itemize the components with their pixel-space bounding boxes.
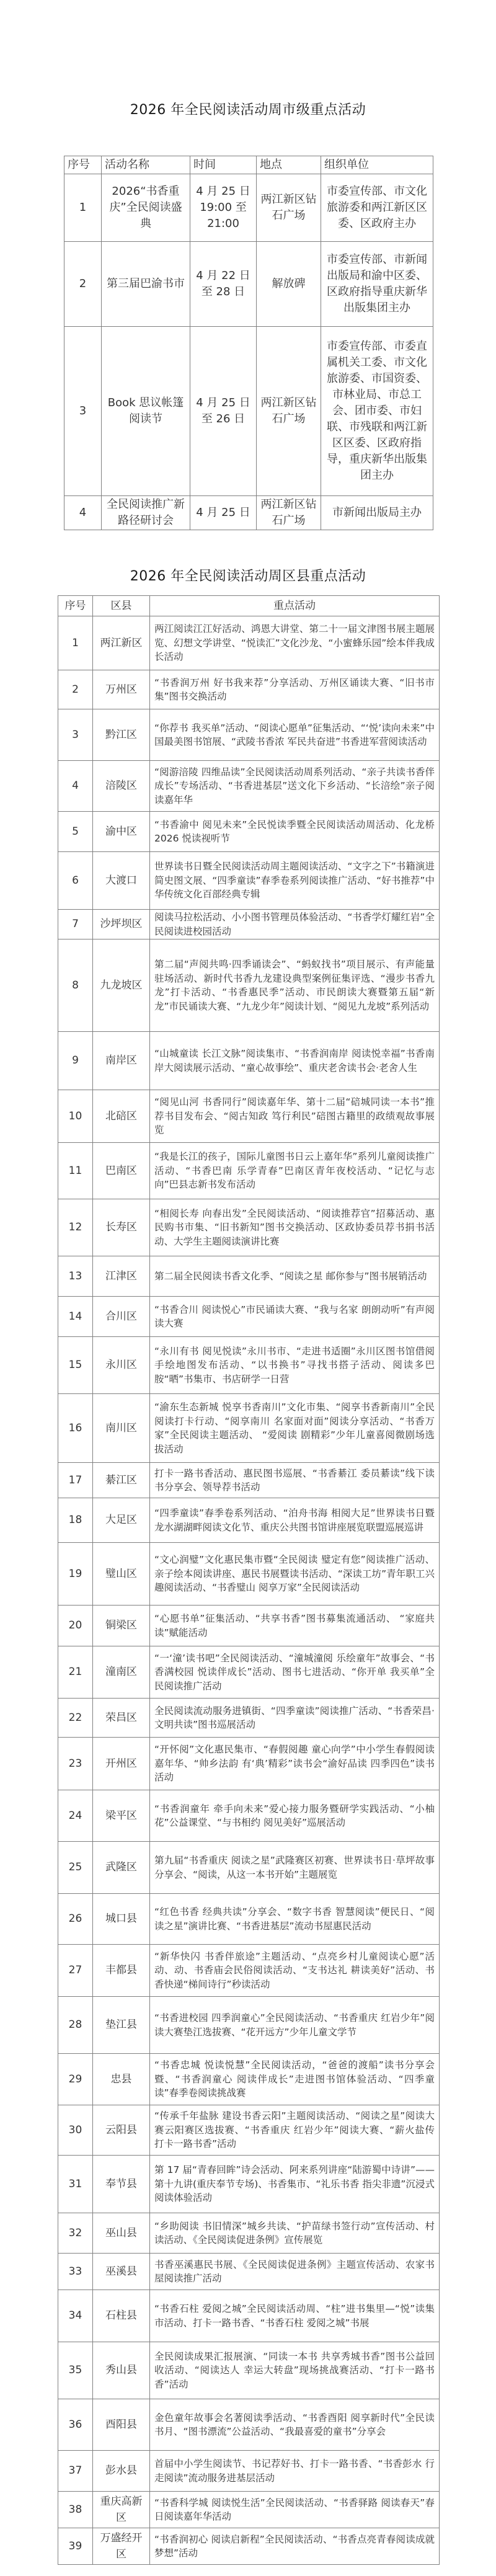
cell-no: 31 (58, 2156, 93, 2213)
cell-district: 沙坪坝区 (93, 910, 150, 939)
cell-no: 4 (64, 496, 102, 530)
city-table-title: 2026 年全民阅读活动周市级重点活动 (130, 102, 366, 118)
cell-no: 37 (58, 2451, 93, 2492)
cell-activities: 两江阅读江江好活动、鸿恩大讲堂、第二十一届文津图书展主题展览、幻想文学讲堂、“悦读汇”文化沙龙、“小蜜蜂乐园”绘本伴我成长活动 (150, 616, 440, 670)
cell-district: 垫江县 (93, 1997, 150, 2054)
cell-activities: “心愿书单”征集活动、“共享书香”图书募集流通活动、 “家庭共读”赋能活动 (150, 1606, 440, 1646)
cell-activities: “开怀阅”文化惠民集市、“春假阅趣 童心向学”中小学生春假阅读嘉年华、“帅乡法韵 有‘典’精彩”读书会“渝好品读 四季四色”读书活动 (150, 1738, 440, 1790)
cell-no: 1 (64, 174, 102, 242)
cell-no: 10 (58, 1090, 93, 1143)
cell-district: 渝中区 (93, 812, 150, 852)
cell-district: 巫山县 (93, 2213, 150, 2254)
cell-no: 29 (58, 2054, 93, 2105)
header-org: 组织单位 (321, 156, 433, 174)
cell-district: 合川区 (93, 1297, 150, 1337)
cell-district: 长寿区 (93, 1199, 150, 1256)
cell-activities: “文心润璧”文化惠民集市暨“全民阅读 璧定有您”阅读推广活动、亲子绘本阅读讲座、惠民书展暨读书活动、“深读工坊”青年职工兴趣阅读活动、“书香璧山 阅享万家”全民阅读活动 (150, 1543, 440, 1606)
cell-no: 2 (64, 242, 102, 327)
table-row (58, 1498, 440, 1543)
cell-district: 酉阳县 (93, 2399, 150, 2451)
cell-activities: “我是长江的孩子，国际儿童图书日云上嘉年华”系列儿童阅读推广活动、“书香巴南 乐学青春”巴南区青年夜校活动、“记忆与志向”巴县志新书发布活动 (150, 1143, 440, 1199)
table-row (64, 242, 433, 327)
cell-activities: 书香巫溪惠民书展、《全民阅读促进条例》主题宣传活动、农家书屋阅读推广活动 (150, 2254, 440, 2290)
cell-district: 奉节县 (93, 2156, 150, 2213)
cell-activities: “书香润初心 阅读启新程”全民阅读活动、“书香点亮青春阅读成就梦想”活动 (150, 2528, 440, 2565)
table-row (58, 1646, 440, 1699)
cell-activities: “阅见山河 书香同行”阅读嘉年华、第十二届“碚城同读一本书”推荐书目发布会、“阅古知政 笃行利民”碚图古籍里的政绩观故事展览 (150, 1090, 440, 1143)
table-row (58, 2254, 440, 2290)
cell-activities: 世界读书日暨全民阅读活动周主题阅读活动、“文字之下”书籍演进简史图文展、“四季童读”春季卷系列阅读推广活动、“好书推荐”中华传统文化百部经典专辑 (150, 852, 440, 910)
cell-no: 16 (58, 1394, 93, 1463)
table-row (58, 1297, 440, 1337)
table-row (58, 1337, 440, 1394)
table-row (58, 1543, 440, 1606)
cell-no: 35 (58, 2342, 93, 2399)
cell-activities: “阅游涪陵 四维品读”全民阅读活动周系列活动、“亲子共读书香伴成长”专场活动、“书香进基层”送文化下乡活动、“长涪绘”亲子阅读嘉年华 (150, 761, 440, 812)
cell-district: 铜梁区 (93, 1606, 150, 1646)
cell-no: 25 (58, 1842, 93, 1894)
cell-district: 万盛经开区 (93, 2528, 150, 2565)
cell-no: 3 (58, 709, 93, 761)
cell-time: 4 月 25 日 19:00 至 21:00 (190, 174, 257, 242)
table-header-row (58, 596, 440, 616)
cell-activity-name: 第三届巴渝书市 (102, 242, 190, 327)
cell-activities: 第九届“书香重庆 阅读之星”武隆赛区初赛、世界读书日·草坪故事分享会、“阅读，从这一本书开始”主题展览 (150, 1842, 440, 1894)
cell-no: 39 (58, 2528, 93, 2565)
cell-no: 15 (58, 1337, 93, 1394)
cell-no: 17 (58, 1463, 93, 1498)
cell-no: 21 (58, 1646, 93, 1699)
table-row (58, 1463, 440, 1498)
table-row (58, 616, 440, 670)
cell-district: 城口县 (93, 1894, 150, 1945)
table-row (58, 2492, 440, 2528)
cell-no: 32 (58, 2213, 93, 2254)
cell-activities: “书香科学城 阅读悦生活”全民阅读活动、“书香驿路 阅读春天”春日阅读嘉年华活动 (150, 2492, 440, 2528)
cell-no: 2 (58, 670, 93, 709)
table-row (58, 2451, 440, 2492)
cell-no: 23 (58, 1738, 93, 1790)
cell-no: 36 (58, 2399, 93, 2451)
cell-activities: “四季童读”春季卷系列活动、“泊舟书海 相阅大足”世界读书日暨龙水湖湖畔阅读文化节、重庆公共图书馆讲座展览联盟巡展巡讲 (150, 1498, 440, 1543)
table-row (58, 2528, 440, 2565)
table-row (58, 1842, 440, 1894)
cell-activities: 第二届全民阅读书香文化季、“阅读之星 邮你参与”图书展销活动 (150, 1256, 440, 1297)
cell-time: 4 月 22 日至 28 日 (190, 242, 257, 327)
cell-district: 江津区 (93, 1256, 150, 1297)
cell-district: 丰都县 (93, 1945, 150, 1997)
cell-organizer: 市委宣传部、市新闻出版局和渝中区委、区政府指导重庆新华出版集团主办 (321, 242, 433, 327)
table-row (64, 327, 433, 496)
cell-no: 34 (58, 2290, 93, 2342)
table-row (58, 1997, 440, 2054)
cell-activities: “传承千年盐脉 建设书香云阳”主题阅读活动、“阅读之星”阅读大赛云阳赛区选拔赛、“书香重庆 红岩少年”阅读大赛、“薪火盐传 打卡一路书香”活动 (150, 2105, 440, 2156)
cell-no: 14 (58, 1297, 93, 1337)
cell-no: 12 (58, 1199, 93, 1256)
cell-no: 22 (58, 1699, 93, 1738)
cell-organizer: 市新闻出版局主办 (321, 496, 433, 530)
cell-organizer: 市委宣传部、市委直属机关工委、市文化旅游委、市国资委、市林业局、市总工会、团市委、市妇联、市残联和两江新区区委、区政府指导，重庆新华出版集团主办 (321, 327, 433, 496)
table-row (58, 1143, 440, 1199)
cell-activity-name: 2026“书香重庆”全民阅读盛典 (102, 174, 190, 242)
table-row (58, 1738, 440, 1790)
cell-activities: “书香润万州 好书我来荐”分享活动、万州区诵读大赛、“旧书市集”图书交换活动 (150, 670, 440, 709)
cell-no: 20 (58, 1606, 93, 1646)
cell-district: 万州区 (93, 670, 150, 709)
table-row (58, 1699, 440, 1738)
cell-activities: “相阅长寿 向春出发”全民阅读活动、“阅读推荐官”招募活动、惠民购书市集、“旧书新知”图书交换活动、区政协委员荐书捐书活动、大学生主题阅读演讲比赛 (150, 1199, 440, 1256)
district-table-title: 2026 年全民阅读活动周区县重点活动 (130, 569, 366, 584)
cell-no: 5 (58, 812, 93, 852)
header-time: 时间 (190, 156, 257, 174)
cell-no: 4 (58, 761, 93, 812)
cell-district: 潼南区 (93, 1646, 150, 1699)
table-row (58, 2213, 440, 2254)
cell-no: 30 (58, 2105, 93, 2156)
table-row (58, 910, 440, 939)
header-place: 地点 (257, 156, 321, 174)
cell-activities: “一‘潼’读书吧”全民阅读活动、“潼城潼阅 乐绘童年”故事会、“书香满校园 悦读伴成长”活动、图书七进活动、“你开单 我买单”全民阅读推广活动 (150, 1646, 440, 1699)
table-row (64, 174, 433, 242)
table-row (58, 761, 440, 812)
cell-no: 9 (58, 1032, 93, 1090)
cell-district: 彭水县 (93, 2451, 150, 2492)
cell-activities: “书香石柱 爱阅之城”全民阅读活动周、“柱”进书集里—“悦”读集市活动、打卡一路书香、“书香石柱 爱阅之城”书展 (150, 2290, 440, 2342)
cell-activities: “新华快闪 书香伴旅途”主题活动、“点亮乡村儿童阅读心愿”活动、动、书香庙会民俗阅读活动、“支书达礼 耕读美好”活动、书香快递“梯间诗行”秒读活动 (150, 1945, 440, 1997)
header-name: 活动名称 (102, 156, 190, 174)
cell-activities: 金色童年故事会名著阅读季活动、“书香酉阳 阅享新时代”全民读书月、“图书漂流”公益活动、“我最喜爱的童书”分享会 (150, 2399, 440, 2451)
table-row (58, 2156, 440, 2213)
table-row (58, 2399, 440, 2451)
cell-district: 永川区 (93, 1337, 150, 1394)
header-no: 序号 (58, 596, 93, 616)
table-row (58, 2054, 440, 2105)
table-row (58, 1394, 440, 1463)
header-activities: 重点活动 (150, 596, 440, 616)
cell-no: 3 (64, 327, 102, 496)
cell-no: 7 (58, 910, 93, 939)
cell-district: 巫溪县 (93, 2254, 150, 2290)
cell-district: 梁平区 (93, 1790, 150, 1842)
cell-no: 26 (58, 1894, 93, 1945)
cell-district: 南川区 (93, 1394, 150, 1463)
cell-district: 开州区 (93, 1738, 150, 1790)
cell-activities: 首届中小学生阅读节、书记荐好书、打卡一路书香、“书香彭水 行走阅读”流动服务进基层活动 (150, 2451, 440, 2492)
table-row (58, 1606, 440, 1646)
cell-district: 黔江区 (93, 709, 150, 761)
cell-activities: 第二届“声阅共鸣·四季诵读会”、“蚂蚁找书”项目展示、有声能量驻场活动、新时代书香九龙建设典型案例征集评选、“漫步书香九龙”打卡活动、“书香惠民季”活动、市民朗读大赛暨第五届“新龙”市民诵读大赛、“九龙少年”阅读计划、“阅见九龙坡”系列活动 (150, 939, 440, 1032)
cell-activities: “书香忠城 悦读悦慧”全民阅读活动，“爸爸的渡船”读书分享会暨、“书香润童心 阅读伴成长”走进图书馆体验活动、“四季童读”春季卷阅读挑战赛 (150, 2054, 440, 2105)
table-row (58, 2342, 440, 2399)
cell-time: 4 月 25 日至 26 日 (190, 327, 257, 496)
cell-district: 石柱县 (93, 2290, 150, 2342)
cell-district: 大足区 (93, 1498, 150, 1543)
table-row (58, 709, 440, 761)
cell-no: 8 (58, 939, 93, 1032)
cell-district: 北碚区 (93, 1090, 150, 1143)
cell-district: 南岸区 (93, 1032, 150, 1090)
cell-no: 18 (58, 1498, 93, 1543)
cell-activities: “书香合川 阅读悦心”市民诵读大赛、“我与名家 朗朗动听”有声阅读大赛 (150, 1297, 440, 1337)
cell-district: 忠县 (93, 2054, 150, 2105)
cell-activities: 全民阅读成果汇报展演、“同读一本书 共享秀城书香”图书公益回收活动、“阅读达人 幸运大转盘”现场挑战赛活动、“打卡一路书香”活动 (150, 2342, 440, 2399)
cell-district: 秀山县 (93, 2342, 150, 2399)
cell-place: 两江新区钻石广场 (257, 496, 321, 530)
table-row (64, 496, 433, 530)
cell-no: 6 (58, 852, 93, 910)
cell-activities: 阅读马拉松活动、小小图书管理员体验活动、“书香学灯耀红岩”全民阅读进校园活动 (150, 910, 440, 939)
table-row (58, 939, 440, 1032)
cell-activities: “乡助阅读 书旧情深”城乡共读、“护苗绿书签行动”宣传活动、村读活动、《全民阅读促进条例》宣传展览 (150, 2213, 440, 2254)
table-row (58, 670, 440, 709)
cell-activities: 第 17 届“青春回眸”诗会活动、阿来系列讲座“陆游蜀中诗讲”——第十九讲(重庆奉节专场)、书香集市、“礼乐书香 指尖非遗”沉浸式阅读体验活动 (150, 2156, 440, 2213)
table-row (58, 852, 440, 910)
cell-activities: “书香渝中 阅见未来”全民悦读季暨全民阅读活动周活动、化龙桥 2026 悦读视听节 (150, 812, 440, 852)
cell-activities: “书香润童年 牵手向未来”爱心接力服务暨研学实践活动、“小柚花”公益课堂、“与书相约 阅见美好”巡展活动 (150, 1790, 440, 1842)
table-row (58, 2105, 440, 2156)
table-row (58, 1790, 440, 1842)
cell-no: 19 (58, 1543, 93, 1606)
cell-place: 两江新区钻石广场 (257, 174, 321, 242)
cell-district: 綦江区 (93, 1463, 150, 1498)
table-row (58, 1945, 440, 1997)
cell-activities: “红色书香 经典共读”分享会、“数字书香 智慧阅读”便民日、“阅读之星”演讲比赛、“书香进基层”流动书屋惠民活动 (150, 1894, 440, 1945)
cell-district: 大渡口 (93, 852, 150, 910)
table-row (58, 2290, 440, 2342)
header-no: 序号 (64, 156, 102, 174)
cell-time: 4 月 25 日 (190, 496, 257, 530)
cell-district: 荣昌区 (93, 1699, 150, 1738)
cell-activities: “你荐书 我买单”活动、“阅读心愿单”征集活动、“‘悦’读向未来”中国最美图书馆展、“武陵书香浓 军民共奋进”书香进军营阅读活动 (150, 709, 440, 761)
table-row (58, 812, 440, 852)
table-row (58, 1090, 440, 1143)
table-row (58, 1894, 440, 1945)
cell-no: 38 (58, 2492, 93, 2528)
cell-district: 武隆区 (93, 1842, 150, 1894)
cell-district: 两江新区 (93, 616, 150, 670)
cell-district: 九龙坡区 (93, 939, 150, 1032)
cell-no: 33 (58, 2254, 93, 2290)
cell-no: 13 (58, 1256, 93, 1297)
cell-activity-name: Book 思议帐篷阅读节 (102, 327, 190, 496)
cell-organizer: 市委宣传部、市文化旅游委和两江新区区委、区政府主办 (321, 174, 433, 242)
cell-activities: “山城童读 长江文脉”阅读集市、“书香润南岸 阅读悦幸福”书香南岸大阅读展示活动、“童心故事绘”、重庆老舍读书会·老舍人生 (150, 1032, 440, 1090)
cell-no: 24 (58, 1790, 93, 1842)
cell-activities: “书香进校园 四季润童心”全民阅读活动、“书香重庆 红岩少年”阅读大赛垫江选拔赛、“花开远方”少年儿童文学节 (150, 1997, 440, 2054)
cell-district: 重庆高新区 (93, 2492, 150, 2528)
cell-no: 28 (58, 1997, 93, 2054)
cell-district: 涪陵区 (93, 761, 150, 812)
cell-place: 解放碑 (257, 242, 321, 327)
table-header-row (64, 156, 433, 174)
cell-activities: “渝东生态新城 悦享书香南川”文化市集、“阅享书香新南川”全民阅读打卡行动、“阅享南川 名家面对面”阅读分享活动、“书香万家”全民阅读主题活动、 “爱阅读 剧精彩”少年儿童喜阅微剧场选拔活动 (150, 1394, 440, 1463)
table-row (58, 1199, 440, 1256)
header-district: 区县 (93, 596, 150, 616)
cell-no: 1 (58, 616, 93, 670)
cell-activities: “永川有书 阅见悦读”永川书市、“走进书适圈”永川区图书馆借阅手绘地图发布活动、“以书换书”寻找书搭子活动、阅读多巴胺“晒”书集市、书店研学一日营 (150, 1337, 440, 1394)
cell-district: 云阳县 (93, 2105, 150, 2156)
table-row (58, 1256, 440, 1297)
cell-district: 巴南区 (93, 1143, 150, 1199)
cell-activity-name: 全民阅读推广新路径研讨会 (102, 496, 190, 530)
district-activities-table (58, 595, 440, 2565)
cell-activities: 全民阅读流动服务进镇街、“四季童读”阅读推广活动、“书香荣昌·文明共读”图书巡展活动 (150, 1699, 440, 1738)
city-activities-table (64, 156, 433, 530)
table-row (58, 1032, 440, 1090)
cell-activities: 打卡一路书香活动、惠民图书巡展、“书香綦江 委员綦读”线下读书分享会、领导荐书活动 (150, 1463, 440, 1498)
cell-place: 两江新区钻石广场 (257, 327, 321, 496)
cell-no: 11 (58, 1143, 93, 1199)
cell-district: 璧山区 (93, 1543, 150, 1606)
cell-no: 27 (58, 1945, 93, 1997)
